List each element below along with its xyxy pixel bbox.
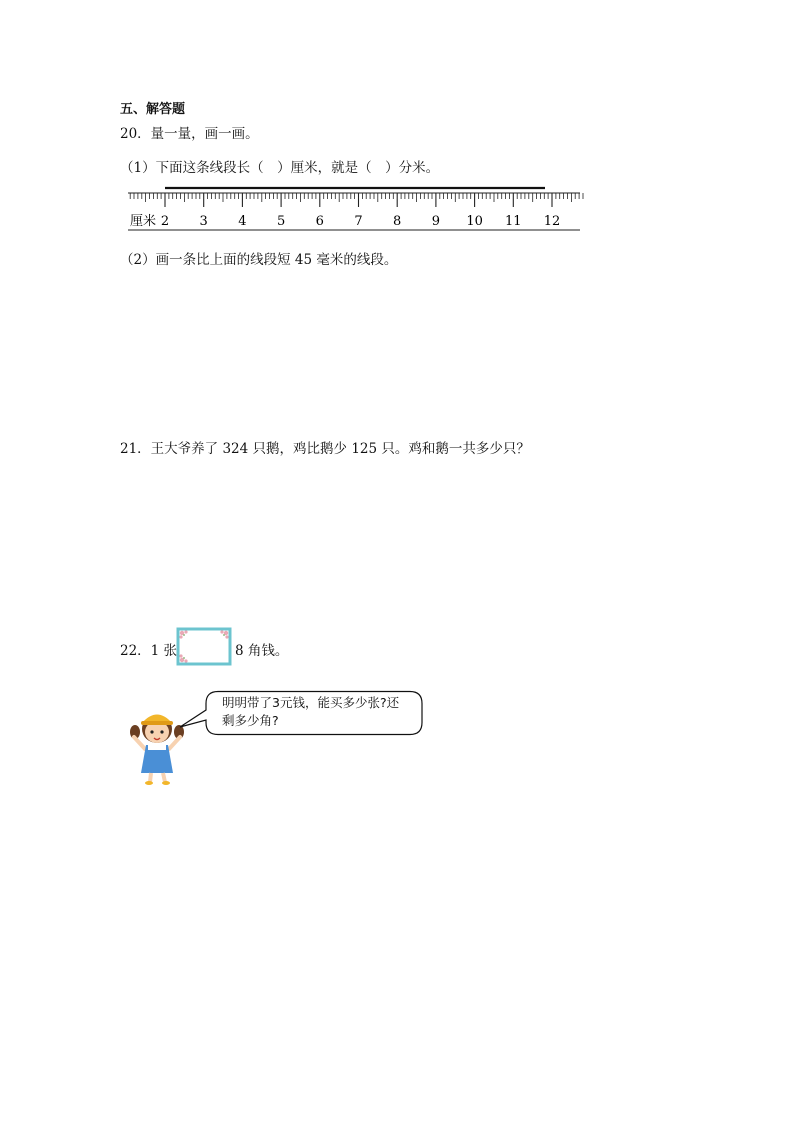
ruler-number: 5 (276, 214, 286, 229)
ruler-number: 11 (505, 214, 522, 229)
ruler-number: 10 (466, 214, 483, 229)
ruler-ticks (128, 193, 584, 207)
speech-line-2: 剩多少角? (222, 713, 279, 728)
question-22-lead: 22．1 张 (120, 643, 178, 659)
speech-bubble-text (222, 694, 418, 730)
ruler-number: 3 (199, 214, 208, 229)
ruler-number: 6 (315, 214, 324, 229)
ruler-number: 8 (393, 214, 402, 229)
question-20-part-1: （1）下面这条线段长（ ）厘米，就是（ ）分米。 (120, 160, 440, 176)
ruler-number: 2 (160, 214, 170, 229)
ruler (128, 182, 584, 234)
ruler-number: 12 (543, 214, 561, 229)
stamp-icon (176, 627, 234, 667)
section-title: 五、解答题 (120, 102, 186, 117)
ruler-number: 4 (238, 214, 247, 229)
ruler-number: 9 (431, 214, 441, 229)
question-21-text: 21．王大爷养了 324 只鹅，鸡比鹅少 125 只。鸡和鹅一共多少只？ (120, 441, 530, 457)
question-22-tail: 8 角钱。 (235, 643, 289, 659)
question-20-part-2: （2）画一条比上面的线段短 45 毫米的线段。 (120, 252, 398, 268)
question-20-title: 20．量一量，画一画。 (120, 126, 259, 142)
ruler-numbers (161, 214, 560, 229)
ruler-number: 7 (354, 214, 363, 229)
ruler-unit-label: 厘米 (130, 214, 157, 229)
speech-line-1: 明明带了3元钱，能买多少张?还 (222, 695, 400, 710)
